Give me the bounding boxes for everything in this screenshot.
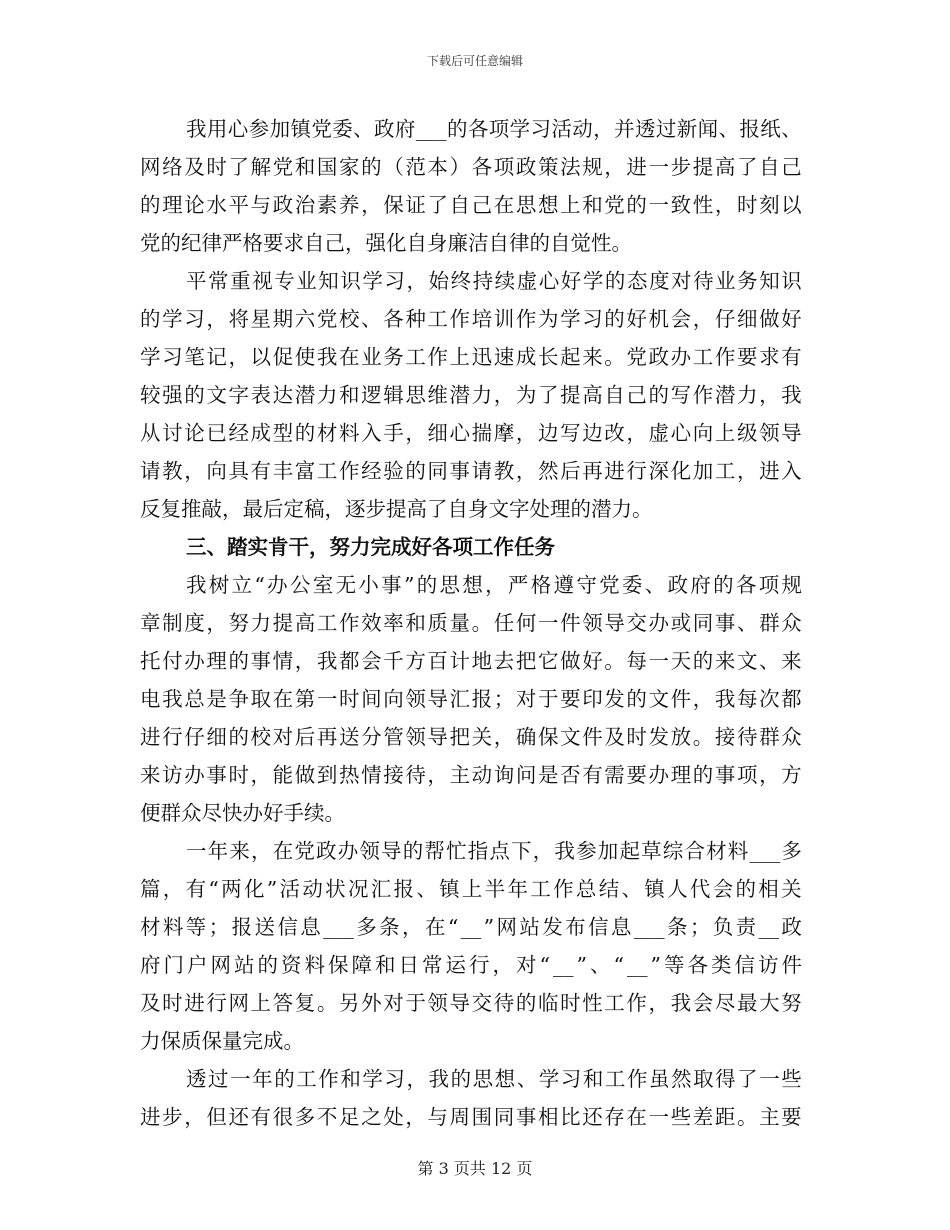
text-line: 进 行 仔 细 的 校 对 后 再 送 分 管 领 导 把 关 ， 确 保 文 件 及 时 发 放 。 接 待 群 众	[140, 725, 802, 749]
text-line: 学 习 笔 记 ， 以 促 使 我 在 业 务 工 作 上 迅 速 成 长 起 来 。 党 政 办 工 作 要 求 有	[140, 345, 802, 369]
text-line: 力保质保量完成。	[140, 1029, 304, 1053]
text-line: 篇 ， 有 “ 两 化 ” 活 动 状 况 汇 报 、 镇 上 半 年 工 作 总 结 、 镇 人 代 会 的 相 关	[140, 877, 802, 901]
text-line: 进 步 ， 但 还 有 很 多 不 足 之 处 ， 与 周 围 同 事 相 比 还 存 在 一 些 差 距 。 主 要	[140, 1105, 802, 1129]
text-line: 一 年 来 ， 在 党 政 办 领 导 的 帮 忙 指 点 下 ， 我 参 加 起 草 综 合 材 料 ___ 多	[186, 839, 802, 863]
text-line: 材 料 等 ； 报 送 信 息 ___ 多 条 ， 在 “ __ ” 网 站 发 布 信 息 ___ 条 ； 负 责 __ 政	[140, 915, 802, 939]
text-line: 党的纪律严格要求自己，强化自身廉洁自律的自觉性。	[140, 231, 632, 255]
text-line: 电 我 总 是 争 取 在 第 一 时 间 向 领 导 汇 报 ； 对 于 要 印 发 的 文 件 ， 我 每 次 都	[140, 687, 802, 711]
text-line: 来 访 办 事 时 ， 能 做 到 热 情 接 待 ， 主 动 询 问 是 否 有 需 要 办 理 的 事 项 ， 方	[140, 763, 802, 787]
text-line: 的 学 习 ， 将 星 期 六 党 校 、 各 种 工 作 培 训 作 为 学 习 的 好 机 会 ， 仔 细 做 好	[140, 307, 802, 331]
text-line: 及 时 进 行 网 上 答 复 。 另 外 对 于 领 导 交 待 的 临 时 性 工 作 ， 我 会 尽 最 大 努	[140, 991, 802, 1015]
text-line: 平 常 重 视 专 业 知 识 学 习 ， 始 终 持 续 虚 心 好 学 的 态 度 对 待 业 务 知 识	[186, 269, 802, 293]
page-header: 下载后可任意编辑	[426, 54, 523, 68]
page-footer: 第 3 页共 12 页	[417, 1159, 533, 1178]
document-body	[140, 110, 802, 1136]
text-line: 反复推敲，最后定稿，逐步提高了自身文字处理的潜力。	[140, 497, 653, 521]
text-line: 从 讨 论 已 经 成 型 的 材 料 入 手 ， 细 心 揣 摩 ， 边 写 边 改 ， 虚 心 向 上 级 领 导	[140, 421, 802, 445]
text-line: 网 络 及 时 了 解 党 和 国 家 的 （ 范 本 ） 各 项 政 策 法 规 ， 进 一 步 提 高 了 自 己	[140, 155, 802, 179]
text-line: 章 制 度 ， 努 力 提 高 工 作 效 率 和 质 量 。 任 何 一 件 领 导 交 办 或 同 事 、 群 众	[140, 611, 802, 635]
text-line: 府 门 户 网 站 的 资 料 保 障 和 日 常 运 行 ， 对 “ __ ” 、 “ __ ” 等 各 类 信 访 件	[140, 953, 802, 977]
text-line: 托 付 办 理 的 事 情 ， 我 都 会 千 方 百 计 地 去 把 它 做 好 。 每 一 天 的 来 文 、 来	[140, 649, 802, 673]
text-line: 较 强 的 文 字 表 达 潜 力 和 逻 辑 思 维 潜 力 ， 为 了 提 高 自 己 的 写 作 潜 力 ， 我	[140, 383, 802, 407]
text-line: 我 树 立 “ 办 公 室 无 小 事 ” 的 思 想 ， 严 格 遵 守 党 委 、 政 府 的 各 项 规	[186, 573, 802, 597]
section-heading: 三、踏实肯干，努力完成好各项工作任务	[186, 535, 555, 559]
text-line: 透 过 一 年 的 工 作 和 学 习 ， 我 的 思 想 、 学 习 和 工 作 虽 然 取 得 了 一 些	[186, 1067, 802, 1091]
text-line: 的 理 论 水 平 与 政 治 素 养 ， 保 证 了 自 己 在 思 想 上 和 党 的 一 致 性 ， 时 刻 以	[140, 193, 802, 217]
text-line: 请 教 ， 向 具 有 丰 富 工 作 经 验 的 同 事 请 教 ， 然 后 再 进 行 深 化 加 工 ， 进 入	[140, 459, 802, 483]
text-line: 便群众尽快办好手续。	[140, 801, 345, 825]
text-line: 我 用 心 参 加 镇 党 委 、 政 府 ___ 的 各 项 学 习 活 动 ， 并 透 过 新 闻 、 报 纸 、	[186, 117, 802, 141]
